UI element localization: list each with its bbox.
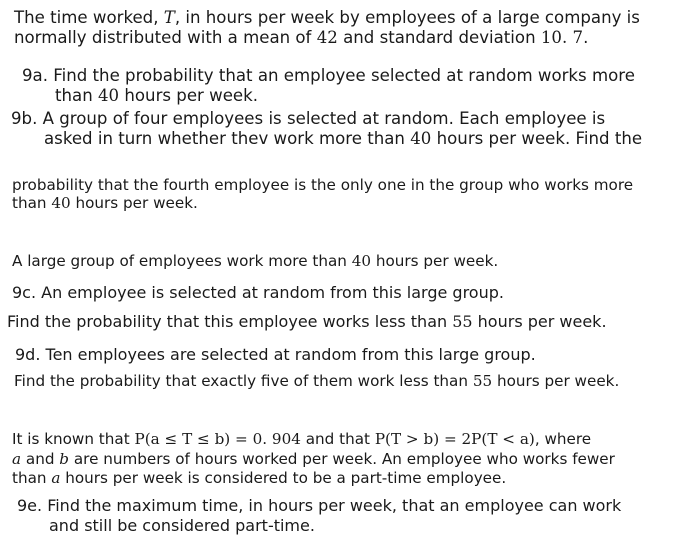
context-text: hours per week is considered to be a part-time employee. — [60, 469, 507, 487]
question-9c-line-1: 9c. An employee is selected at random from this large group. — [12, 283, 504, 302]
context-text: It is known that — [12, 430, 135, 448]
question-9b-line-2 — [44, 129, 642, 149]
question-text: hours per week. — [119, 86, 259, 105]
context-text: are numbers of hours worked per week. An employee who works fewer — [69, 450, 615, 468]
question-9c-line-2 — [7, 312, 607, 331]
question-text: than — [12, 194, 52, 212]
probability-expression: P(a ≤ T ≤ b) = 0. 904 — [134, 430, 301, 448]
question-9d-line-2 — [14, 372, 619, 390]
context-line-2 — [12, 430, 591, 448]
question-9e-line-1: 9e. Find the maximum time, in hours per week, that an employee can work — [17, 496, 622, 515]
question-text: hours per week. — [492, 372, 620, 390]
question-text: than — [55, 86, 98, 105]
hours-value: 55 — [452, 312, 473, 331]
hours-value: 40 — [351, 252, 372, 270]
question-9d-line-1: 9d. Ten employees are selected at random from this large group. — [15, 345, 536, 364]
question-9b-line-4 — [12, 194, 198, 212]
question-text: hours per week. — [472, 312, 607, 331]
context-line-1 — [12, 252, 498, 270]
intro-text: . — [583, 28, 589, 47]
intro-line-2 — [14, 28, 588, 48]
question-text: asked in turn whether thev work more than — [44, 129, 411, 148]
context-text: A large group of employees work more than — [12, 252, 352, 270]
question-9b-line-1: 9b. A group of four employees is selected at random. Each employee is — [11, 109, 606, 128]
context-text: hours per week. — [371, 252, 499, 270]
hours-value: 55 — [472, 372, 493, 390]
question-9a-line-1: 9a. Find the probability that an employee selected at random works more — [22, 66, 635, 85]
question-text: Find the probability that exactly five of them work less than — [14, 372, 473, 390]
context-text: and that — [300, 430, 375, 448]
probability-expression: P(T > b) = 2P(T < a) — [374, 430, 535, 448]
hours-value: 40 — [97, 86, 120, 105]
context-text: and — [21, 450, 60, 468]
question-9e-line-2: and still be considered part-time. — [49, 516, 315, 535]
context-line-3 — [12, 450, 615, 468]
context-line-4 — [12, 469, 506, 487]
question-text: hours per week. — [70, 194, 198, 212]
variable-a: a — [51, 469, 61, 487]
intro-text: , in hours per week by employees of a large company is — [174, 8, 640, 27]
mean-value: 42 — [316, 28, 338, 47]
context-text: , where — [534, 430, 592, 448]
intro-text: and standard deviation — [337, 28, 541, 47]
intro-text: The time worked, — [14, 8, 164, 27]
question-text: Find the probability that this employee works less than — [7, 312, 453, 331]
sd-value: 10. 7 — [540, 28, 584, 47]
intro-line-1 — [14, 8, 640, 28]
hours-value: 40 — [51, 194, 71, 212]
intro-text: normally distributed with a mean of — [14, 28, 317, 47]
question-9a-line-2 — [55, 86, 258, 106]
variable-b: b — [59, 450, 70, 468]
context-text: than — [12, 469, 52, 487]
question-9b-line-3: probability that the fourth employee is the only one in the group who works more — [12, 176, 634, 194]
hours-value: 40 — [410, 129, 432, 148]
question-text: hours per week. Find the — [431, 129, 643, 148]
variable-a: a — [12, 450, 22, 468]
variable-t: T — [163, 8, 175, 27]
